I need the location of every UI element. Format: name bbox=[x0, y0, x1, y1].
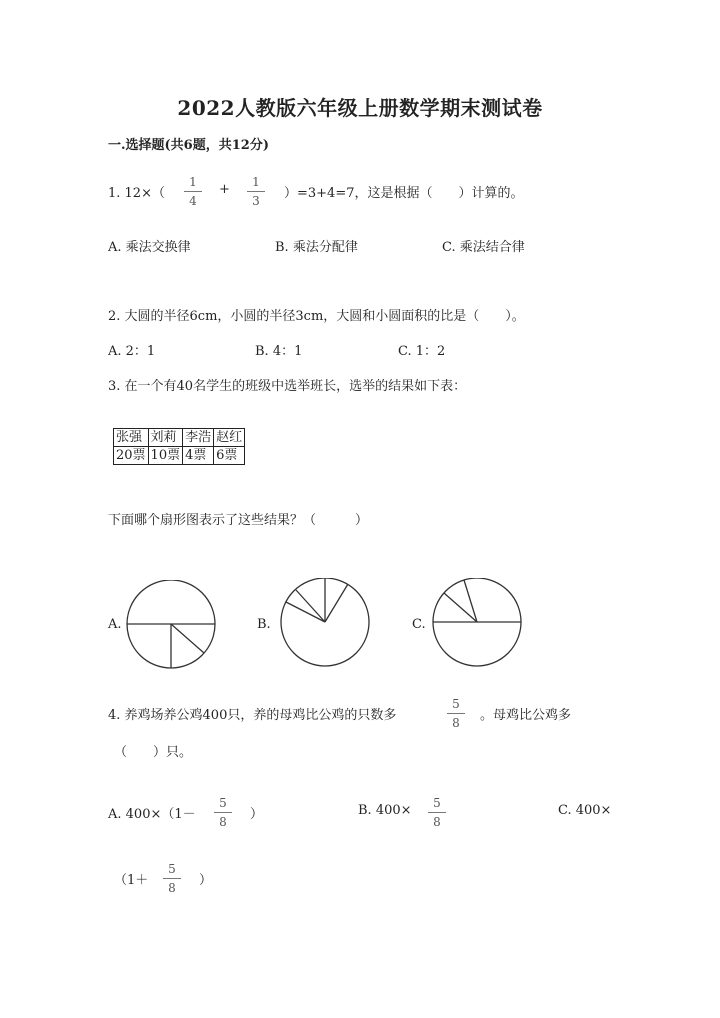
q1-suffix: ）=3+4=7，这是根据（ ）计算的。 bbox=[284, 186, 524, 201]
vote-table-cell: 10票 bbox=[148, 447, 183, 465]
q4-fraction bbox=[444, 697, 468, 730]
q3-text: 3. 在一个有40名学生的班级中选举班长，选举的结果如下表： bbox=[108, 379, 467, 394]
vote-table-cell: 4票 bbox=[183, 447, 214, 465]
vote-table-names-row bbox=[114, 429, 245, 447]
q1-plus: + bbox=[219, 182, 230, 197]
pie-chart-c[interactable] bbox=[432, 578, 524, 668]
vote-table-cell: 赵红 bbox=[214, 429, 245, 447]
q3-option-c-label[interactable]: C. bbox=[412, 617, 426, 632]
q4-option-c-fraction bbox=[160, 862, 184, 895]
q1-frac1-numerator: 1 bbox=[189, 175, 197, 189]
q1-frac1-denominator: 4 bbox=[189, 194, 197, 208]
vote-table-cell: 6票 bbox=[214, 447, 245, 465]
section-heading: 一.选择题(共6题，共12分) bbox=[108, 138, 269, 153]
vote-table-cell: 张强 bbox=[114, 429, 149, 447]
q4-option-b-fraction bbox=[425, 796, 449, 829]
vote-table-cell: 李浩 bbox=[183, 429, 214, 447]
q2-text: 2. 大圆的半径6cm，小圆的半径3cm，大圆和小圆面积的比是（ ）。 bbox=[108, 309, 525, 324]
q4-option-a[interactable]: A. 400×（1－ bbox=[108, 807, 196, 822]
q4-option-c-close: ） bbox=[199, 873, 213, 888]
q4-option-c-continued: （1＋ bbox=[114, 873, 149, 888]
q1-fraction-1 bbox=[181, 175, 205, 208]
q2-option-a[interactable]: A. 2：1 bbox=[108, 344, 156, 359]
q4-option-c[interactable]: C. 400× bbox=[558, 803, 612, 818]
q4-optC-numerator: 5 bbox=[168, 862, 176, 876]
q4-optB-numerator: 5 bbox=[433, 796, 441, 810]
q1-prefix: 1. 12×（ bbox=[108, 186, 165, 201]
q4-text-after: 。母鸡比公鸡多 bbox=[480, 708, 572, 723]
q4-frac-numerator: 5 bbox=[452, 697, 460, 711]
q4-option-b[interactable]: B. 400× bbox=[358, 803, 412, 818]
pie-a-radius-diagonal bbox=[171, 624, 204, 653]
vote-table-votes-row bbox=[114, 447, 245, 465]
q4-frac-denominator: 8 bbox=[452, 716, 460, 730]
vote-table-cell: 20票 bbox=[114, 447, 149, 465]
q1-fraction-2 bbox=[244, 175, 268, 208]
pie-chart-b[interactable] bbox=[280, 578, 372, 668]
page-title: 2022人教版六年级上册数学期末测试卷 bbox=[177, 96, 543, 120]
q4-option-a-close: ） bbox=[250, 807, 264, 822]
vote-table-cell: 刘莉 bbox=[148, 429, 183, 447]
q4-optB-denominator: 8 bbox=[433, 815, 441, 829]
q1-option-c[interactable]: C. 乘法结合律 bbox=[442, 240, 525, 255]
q4-optA-denominator: 8 bbox=[219, 815, 227, 829]
q4-option-a-fraction bbox=[211, 796, 235, 829]
pie-chart-a[interactable] bbox=[126, 580, 218, 670]
q1-option-b[interactable]: B. 乘法分配律 bbox=[275, 240, 358, 255]
q4-text-before: 4. 养鸡场养公鸡400只，养的母鸡比公鸡的只数多 bbox=[108, 708, 397, 723]
q2-option-c[interactable]: C. 1：2 bbox=[398, 344, 446, 359]
vote-table bbox=[113, 428, 245, 465]
pie-b-radius-upper-left bbox=[296, 590, 325, 622]
q1-frac2-denominator: 3 bbox=[252, 194, 260, 208]
q3-question: 下面哪个扇形图表示了这些结果？（ ） bbox=[108, 513, 369, 528]
q1-frac2-numerator: 1 bbox=[252, 175, 260, 189]
q4-line2: （ ）只。 bbox=[114, 745, 193, 760]
q4-optA-numerator: 5 bbox=[219, 796, 227, 810]
q3-option-a-label[interactable]: A. bbox=[108, 617, 122, 632]
q2-option-b[interactable]: B. 4：1 bbox=[255, 344, 303, 359]
q1-option-a[interactable]: A. 乘法交换律 bbox=[108, 240, 191, 255]
pie-b-radius-left bbox=[286, 602, 325, 622]
pie-b-radius-right bbox=[325, 584, 348, 622]
q3-option-b-label[interactable]: B. bbox=[257, 617, 271, 632]
q4-optC-denominator: 8 bbox=[168, 881, 176, 895]
